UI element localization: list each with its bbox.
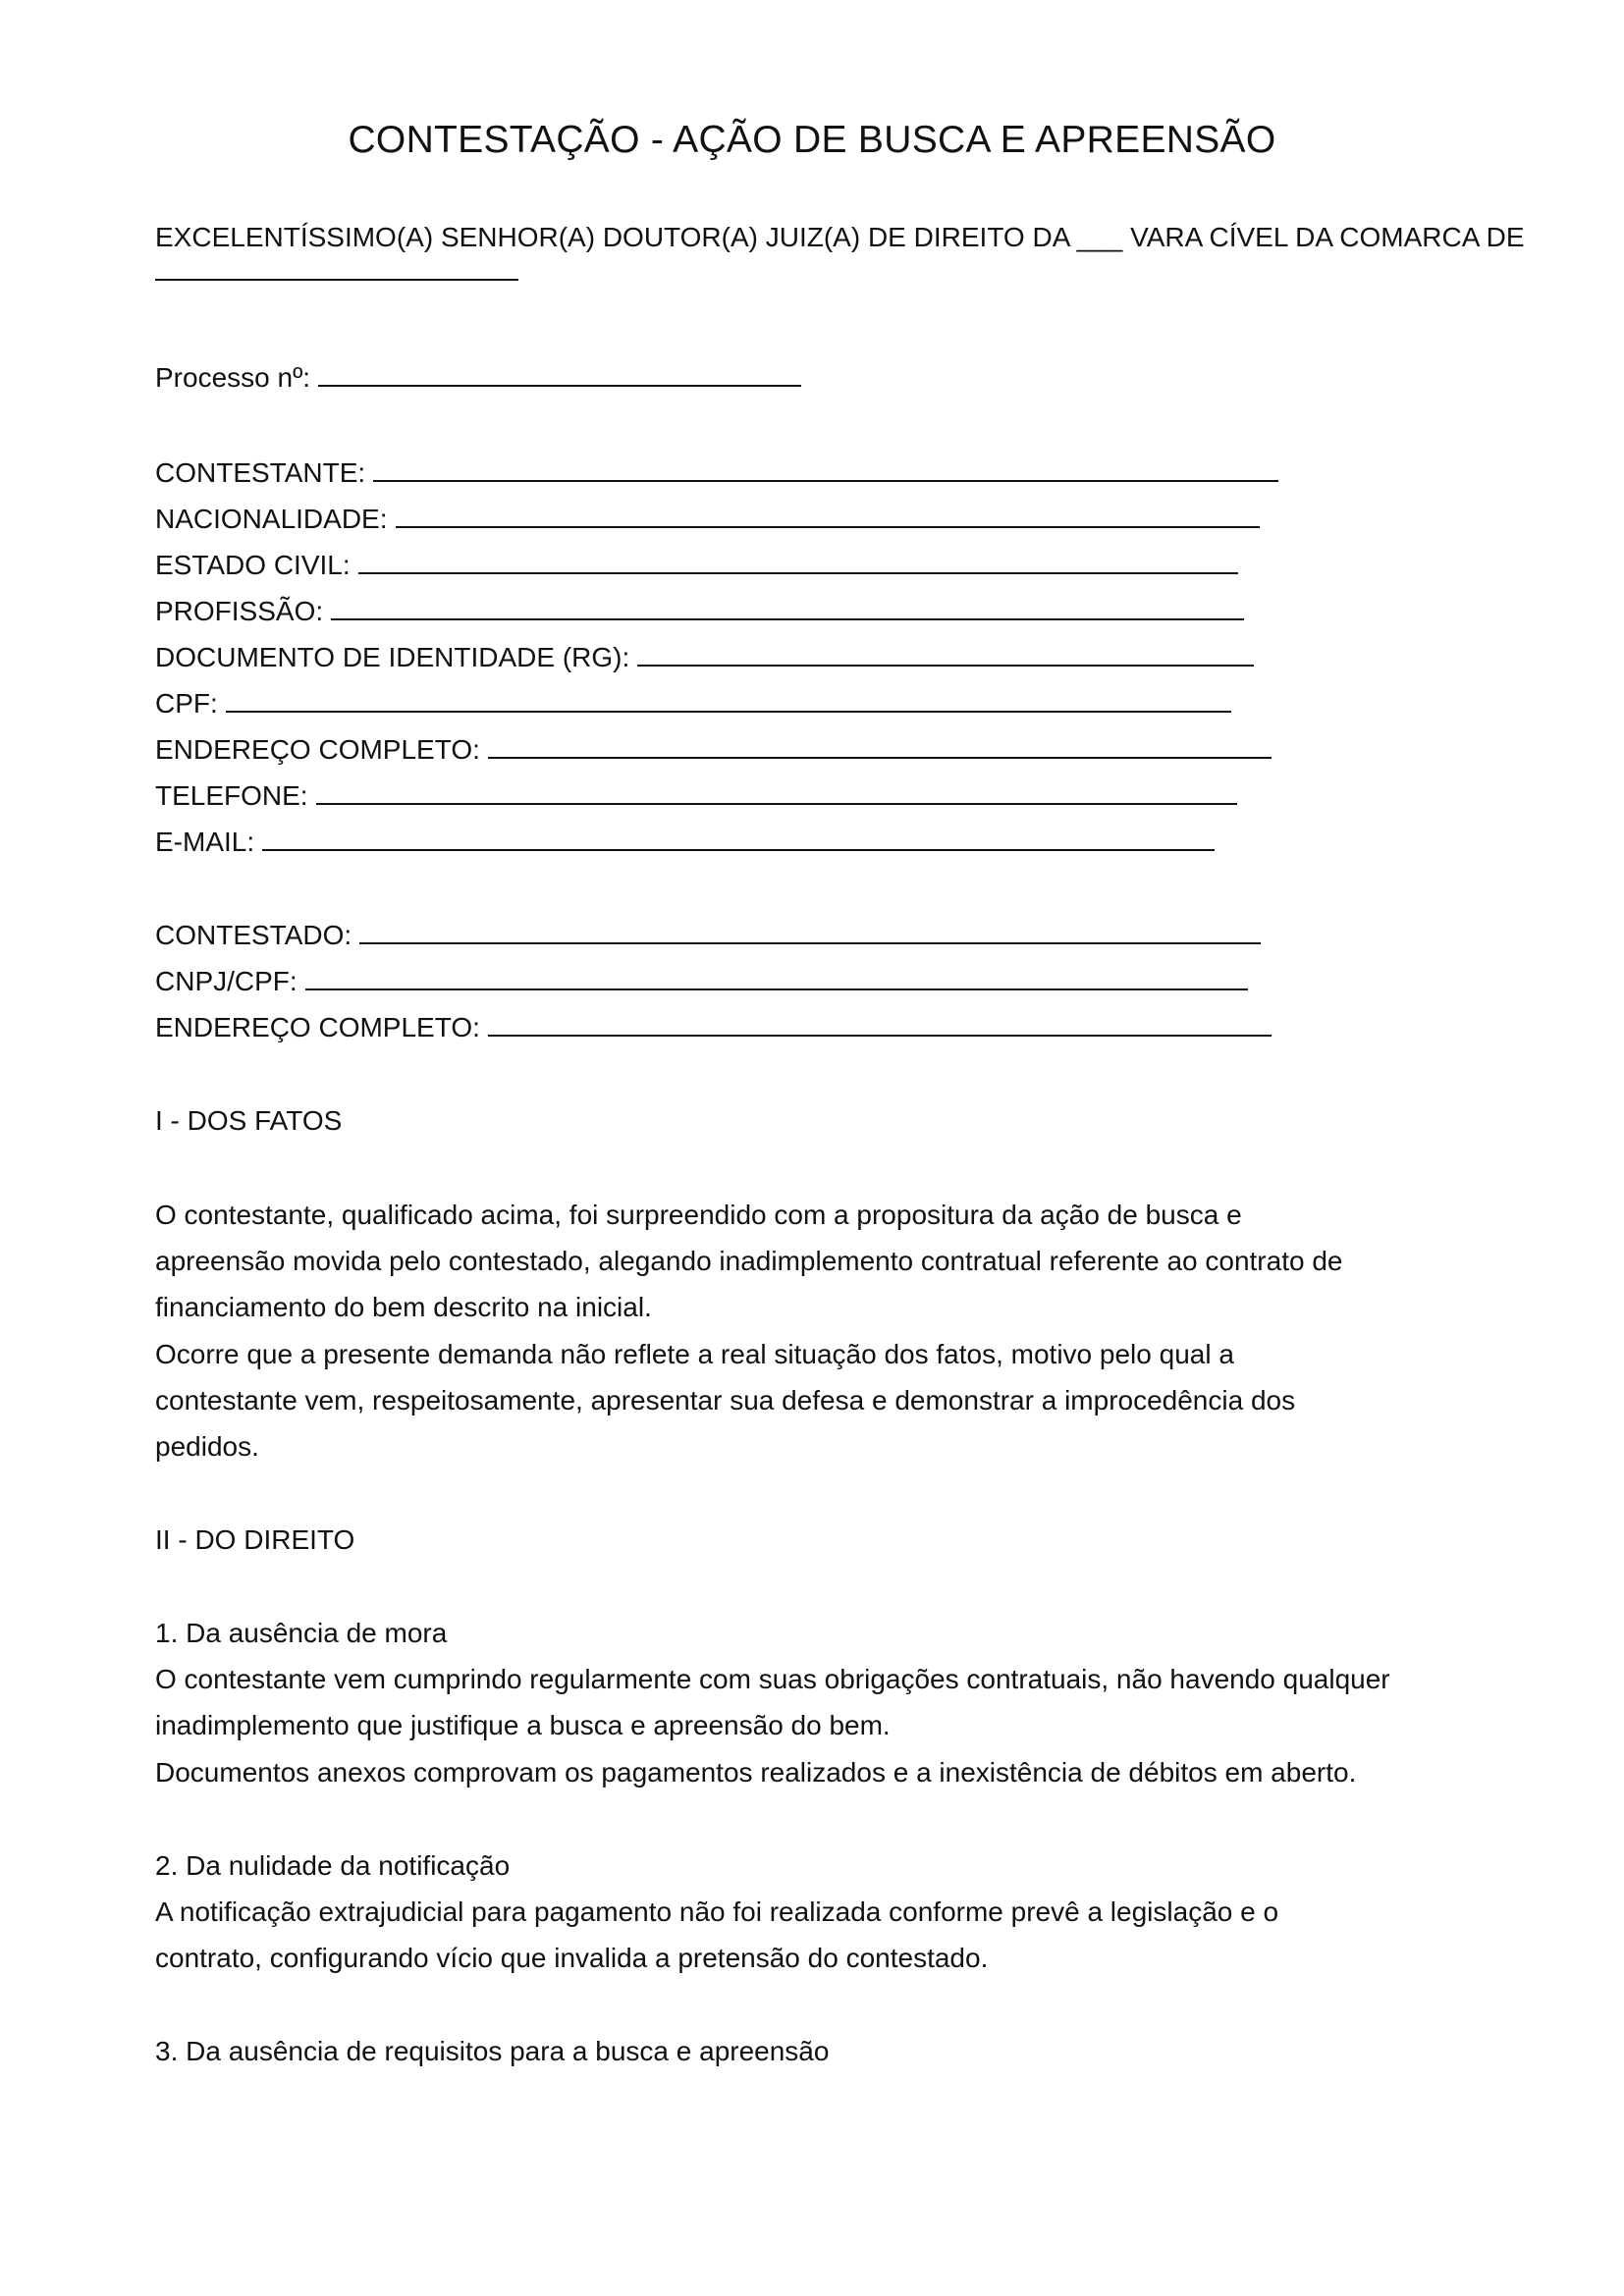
contestant-rg-row (155, 638, 1254, 677)
contestant-nationality-label: NACIONALIDADE: (155, 504, 388, 534)
document-title: CONTESTAÇÃO - AÇÃO DE BUSCA E APREENSÃO (348, 119, 1276, 161)
contestant-email-blank (262, 826, 1215, 851)
contestant-profession-row (155, 592, 1244, 631)
facts-line-6: pedidos. (155, 1431, 259, 1462)
contestant-name-blank (373, 456, 1278, 482)
contestant-nationality-row (155, 500, 1260, 539)
process-number-blank (318, 361, 801, 387)
contested-cnpj-row (155, 962, 1248, 1001)
law-item2-line-2: contrato, configurando vício que invalida a pretensão do contestado. (155, 1943, 989, 1973)
law-item2-line-1: A notificação extrajudicial para pagamento não foi realizada conforme prevê a legislação e o (155, 1896, 1279, 1927)
contested-name-label: CONTESTADO: (155, 920, 352, 950)
contestant-cpf-blank (226, 687, 1231, 713)
law-item1-line-1: O contestante vem cumprindo regularmente com suas obrigações contratuais, não havendo qualquer (155, 1664, 1390, 1694)
law-item2-heading: 2. Da nulidade da notificação (155, 1850, 511, 1881)
contestant-name-label: CONTESTANTE: (155, 457, 366, 488)
facts-line-5: contestante vem, respeitosamente, apresentar sua defesa e demonstrar a improcedência dos (155, 1385, 1296, 1415)
contestant-email-row (155, 823, 1215, 862)
facts-line-3: financiamento do bem descrito na inicial. (155, 1292, 652, 1322)
contestant-civil-status-label: ESTADO CIVIL: (155, 550, 351, 580)
contestant-civil-status-row (155, 546, 1238, 585)
contestant-address-label: ENDEREÇO COMPLETO: (155, 734, 480, 765)
contestant-rg-label: DOCUMENTO DE IDENTIDADE (RG): (155, 642, 630, 672)
contestant-civil-status-blank (358, 549, 1238, 574)
facts-line-1: O contestante, qualificado acima, foi surpreendido com a propositura da ação de busca e (155, 1200, 1242, 1230)
contestant-phone-blank (316, 779, 1237, 805)
contested-cnpj-blank (305, 965, 1248, 990)
contestant-address-blank (488, 733, 1272, 759)
contestant-profession-label: PROFISSÃO: (155, 596, 324, 626)
facts-heading: I - DOS FATOS (155, 1105, 343, 1136)
law-item1-heading: 1. Da ausência de mora (155, 1618, 448, 1648)
contested-address-blank (488, 1011, 1272, 1037)
facts-line-2: apreensão movida pelo contestado, alegando inadimplemento contratual referente ao contrato de (155, 1246, 1343, 1276)
facts-line-4: Ocorre que a presente demanda não reflete a real situação dos fatos, motivo pelo qual a (155, 1339, 1234, 1369)
contested-cnpj-label: CNPJ/CPF: (155, 966, 298, 996)
contested-name-row (155, 916, 1261, 955)
law-item1-line-3: Documentos anexos comprovam os pagamentos realizados e a inexistência de débitos em aberto. (155, 1757, 1357, 1788)
contestant-nationality-blank (396, 503, 1260, 528)
process-number-label: Processo nº: (155, 362, 311, 393)
contestant-cpf-label: CPF: (155, 688, 218, 719)
contestant-name-row (155, 454, 1278, 493)
law-item3-heading: 3. Da ausência de requisitos para a busca e apreensão (155, 2036, 830, 2066)
contestant-profession-blank (331, 595, 1244, 620)
contested-name-blank (359, 919, 1261, 944)
contestant-cpf-row (155, 684, 1231, 723)
process-number-row (155, 358, 801, 398)
law-item1-line-2: inadimplemento que justifique a busca e apreensão do bem. (155, 1710, 891, 1740)
law-heading: II - DO DIREITO (155, 1524, 355, 1555)
contestant-email-label: E-MAIL: (155, 827, 255, 857)
contestant-phone-row (155, 776, 1237, 816)
comarca-blank (155, 277, 518, 281)
contestant-phone-label: TELEFONE: (155, 780, 308, 811)
contestant-address-row (155, 730, 1272, 770)
contested-address-label: ENDEREÇO COMPLETO: (155, 1012, 480, 1042)
contestant-rg-blank (637, 641, 1254, 667)
addressee-line: EXCELENTÍSSIMO(A) SENHOR(A) DOUTOR(A) JUIZ(A) DE DIREITO DA ___ VARA CÍVEL DA COMARCA DE (155, 222, 1525, 252)
contested-address-row (155, 1008, 1272, 1047)
